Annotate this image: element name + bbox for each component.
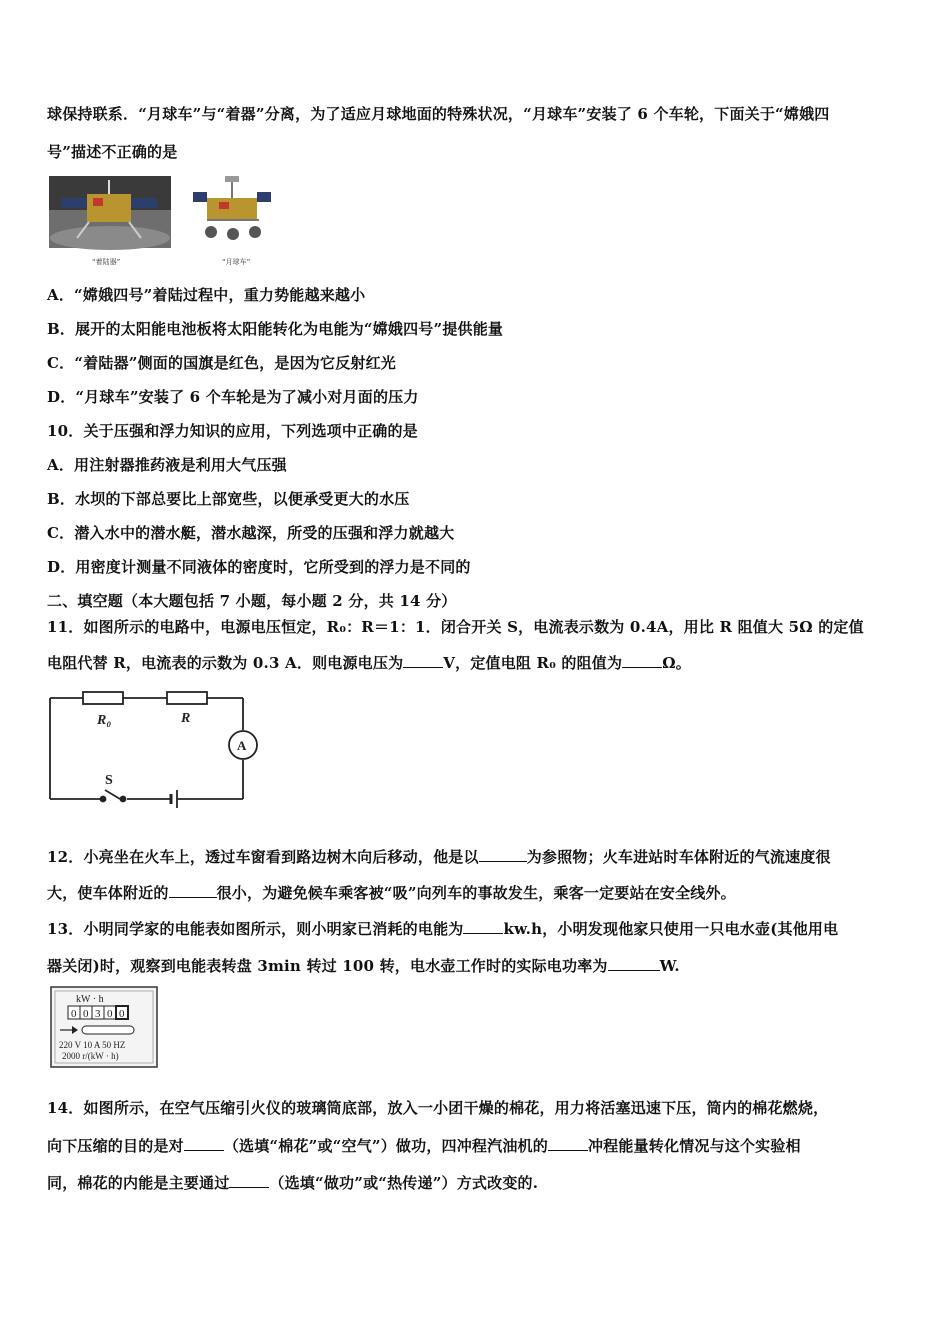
q11-line2-a: 电阻代替 R，电流表的示数为 0.3 A．则电源电压为 [47, 654, 404, 672]
electricity-meter [50, 986, 160, 1070]
q14-blank-method[interactable] [229, 1173, 269, 1188]
q12-line1-b: 为参照物；火车进站时车体附近的气流速度很 [526, 848, 831, 866]
q14-line3 [47, 1172, 538, 1193]
q13-blank-power[interactable] [608, 956, 660, 971]
chang-e-4-figure [47, 172, 277, 268]
q11-line2-c: Ω。 [662, 654, 691, 672]
q11-line2-b: V，定值电阻 R₀ 的阻值为 [443, 654, 623, 672]
q13-line1-a: 13．小明同学家的电能表如图所示，则小明家已消耗的电能为 [47, 920, 464, 938]
q13-blank-energy[interactable] [463, 919, 503, 934]
meter-digit-2: 0 [83, 1008, 89, 1020]
q11-line2 [47, 652, 691, 673]
q12-line2-b: 很小，为避免候车乘客被“吸”向列车的事故发生，乘客一定要站在安全线外。 [216, 884, 736, 902]
meter-digit-1: 0 [71, 1008, 77, 1020]
q13-line2-a: 器关闭)时，观察到电能表转盘 3min 转过 100 转，电水壶工作时的实际电功率为 [47, 957, 608, 975]
q14-line2-a: 向下压缩的目的是对 [47, 1137, 184, 1155]
meter-unit: kW · h [76, 994, 104, 1005]
meter-spec-revolutions: 2000 r/(kW · h) [62, 1051, 119, 1061]
q12-line1-a: 12．小亮坐在火车上，透过车窗看到路边树木向后移动，他是以 [47, 848, 479, 866]
meter-digit-window [68, 1006, 128, 1020]
q12-blank-pressure[interactable] [169, 883, 217, 898]
q10-option-a: A．用注射器推药液是利用大气压强 [47, 456, 287, 474]
lander-caption: “着陆器” [92, 258, 121, 266]
q10-option-c: C．潜入水中的潜水艇，潜水越深，所受的压强和浮力就越大 [47, 524, 455, 542]
label-ammeter: A [237, 738, 247, 753]
label-r0: R₀ [97, 713, 112, 728]
lander-image [49, 176, 171, 250]
q14-line1: 14．如图所示，在空气压缩引火仪的玻璃筒底部，放入一小团干燥的棉花，用力将活塞迅速下压，筒内的棉花燃烧， [47, 1099, 829, 1117]
circuit-diagram [47, 682, 267, 808]
q13-line2-b: W. [659, 957, 680, 975]
q14-line2-c: 冲程能量转化情况与这个实验相 [587, 1137, 801, 1155]
q13-line2 [47, 955, 680, 976]
q9-option-d: D．“月球车”安装了 6 个车轮是为了减小对月面的压力 [47, 388, 419, 406]
q12-line1 [47, 846, 831, 867]
q13-line1-b: kw.h，小明发现他家只使用一只电水壶(其他用电 [503, 920, 839, 938]
q9-stem-line2: 号”描述不正确的是 [47, 143, 178, 161]
q14-blank-object[interactable] [184, 1136, 224, 1151]
resistor-r [167, 692, 207, 704]
q9-option-c: C．“着陆器”侧面的国旗是红色，是因为它反射红光 [47, 354, 396, 372]
meter-digit-3: 3 [95, 1008, 101, 1020]
q12-line2 [47, 882, 736, 903]
q12-line2-a: 大，使车体附近的 [47, 884, 169, 902]
rover-caption: “月球车” [222, 258, 251, 266]
q14-line3-b: （选填“做功”或“热传递”）方式改变的. [269, 1174, 539, 1192]
section2-heading: 二、填空题（本大题包括 7 小题，每小题 2 分，共 14 分） [47, 592, 457, 610]
q11-blank-voltage[interactable] [403, 653, 443, 668]
q14-line2-b: （选填“棉花”或“空气”）做功，四冲程汽油机的 [223, 1137, 548, 1155]
q10-option-b: B．水坝的下部总要比上部宽些，以便承受更大的水压 [47, 490, 410, 508]
meter-spec-rating: 220 V 10 A 50 HZ [59, 1040, 126, 1050]
q10-option-d: D．用密度计测量不同液体的密度时，它所受到的浮力是不同的 [47, 558, 471, 576]
q9-stem-line1: 球保持联系．“月球车”与“着器”分离，为了适应月球地面的特殊状况，“月球车”安装了 6 个车轮，下面关于“嫦娥四 [47, 105, 830, 123]
q11-blank-resistance[interactable] [622, 653, 662, 668]
q11-line1: 11．如图所示的电路中，电源电压恒定，R₀：R＝1：1．闭合开关 S，电流表示数为 0.4A，用比 R 阻值大 5Ω 的定值 [47, 618, 864, 636]
label-r: R [181, 711, 191, 726]
label-switch: S [105, 773, 113, 788]
meter-digit-5: 0 [119, 1008, 125, 1020]
q14-blank-stroke[interactable] [548, 1136, 588, 1151]
q13-line1 [47, 918, 838, 939]
q10-stem: 10．关于压强和浮力知识的应用，下列选项中正确的是 [47, 422, 418, 440]
q14-line2 [47, 1135, 801, 1156]
q14-line3-a: 同，棉花的内能是主要通过 [47, 1174, 230, 1192]
q9-option-b: B．展开的太阳能电池板将太阳能转化为电能为“嫦娥四号”提供能量 [47, 320, 504, 338]
meter-digit-4: 0 [107, 1008, 113, 1020]
rover-image [187, 176, 275, 248]
q12-blank-reference[interactable] [479, 847, 527, 862]
resistor-r0 [83, 692, 123, 704]
q9-option-a: A．“嫦娥四号”着陆过程中，重力势能越来越小 [47, 286, 366, 304]
switch-lever [105, 790, 120, 799]
